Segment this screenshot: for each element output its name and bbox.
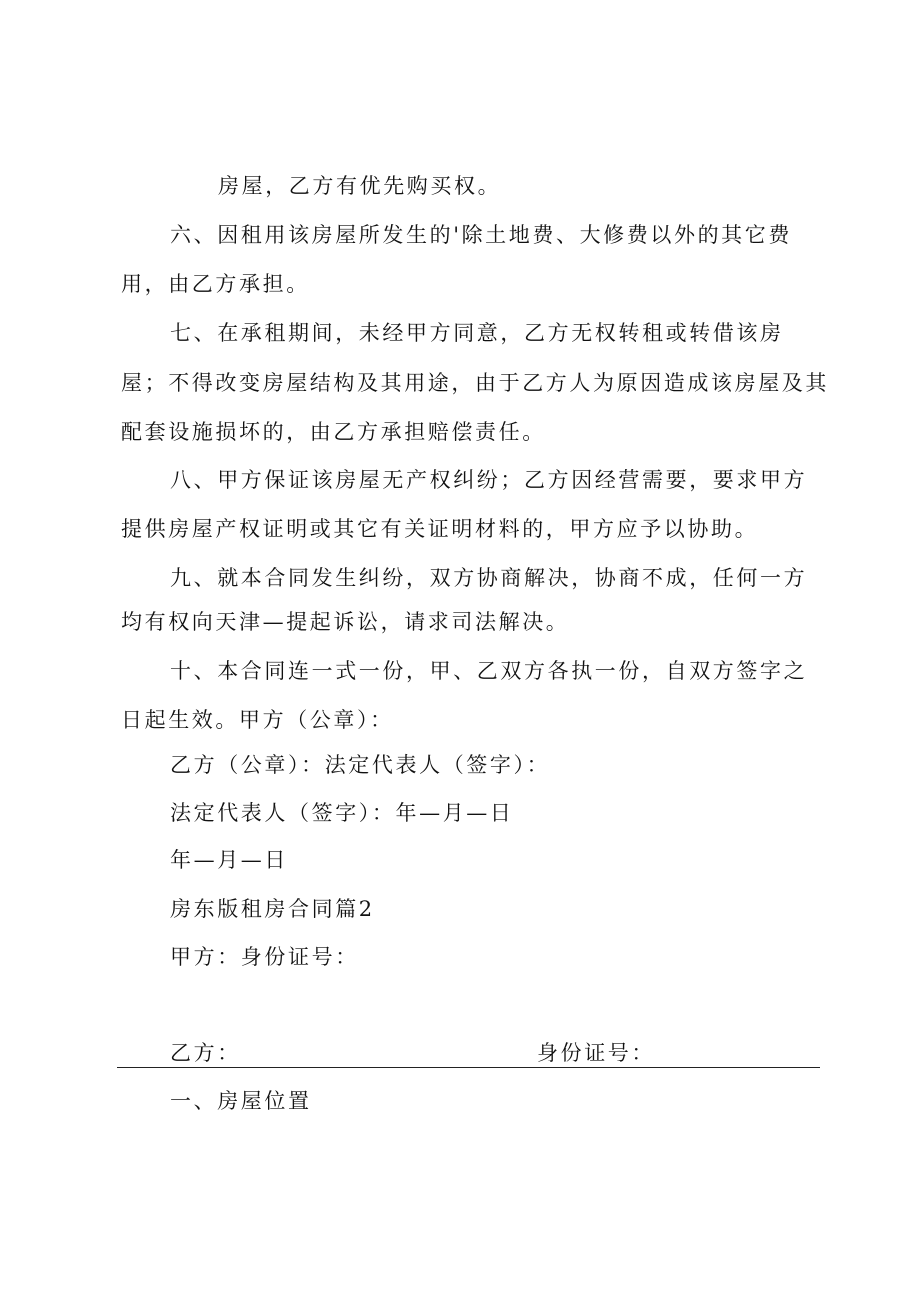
text-line-8: 提供房屋产权证明或其它有关证明材料的，甲方应予以协助。 [121, 517, 759, 541]
signature-line-party-b: 乙方： [170, 1041, 241, 1065]
text-line-12: 日起生效。甲方（公章）： [121, 708, 394, 732]
text-line-3: 用，由乙方承担。 [121, 272, 310, 296]
text-line-9: 九、就本合同发生纠纷，双方协商解决，协商不成，任何一方 [170, 566, 808, 590]
text-line-4: 七、在承租期间，未经甲方同意，乙方无权转租或转借该房 [170, 321, 784, 345]
section-heading-house-location: 一、房屋位置 [170, 1089, 312, 1113]
signature-rule [117, 1067, 820, 1068]
text-line-6: 配套设施损坏的，由乙方承担赔偿责任。 [121, 420, 546, 444]
text-line-17: 甲方：身份证号： [170, 945, 359, 969]
text-line-14: 法定代表人（签字）：年—月—日 [170, 801, 514, 825]
text-line-11: 十、本合同连一式一份，甲、乙双方各执一份，自双方签字之 [170, 659, 808, 683]
text-line-5: 屋；不得改变房屋结构及其用途，由于乙方人为原因造成该房屋及其 [121, 371, 829, 395]
text-line-1: 房屋，乙方有优先购买权。 [218, 174, 502, 198]
text-line-2: 六、因租用该房屋所发生的'除土地费、大修费以外的其它费 [170, 223, 792, 247]
text-line-16: 房东版租房合同篇2 [170, 897, 375, 921]
text-line-7: 八、甲方保证该房屋无产权纠纷；乙方因经营需要，要求甲方 [170, 468, 808, 492]
signature-line-id-number: 身份证号： [537, 1041, 655, 1065]
text-line-13: 乙方（公章）：法定代表人（签字）： [170, 753, 551, 777]
text-line-15: 年—月—日 [170, 848, 288, 872]
text-line-10: 均有权向天津—提起诉讼，请求司法解决。 [121, 610, 570, 634]
